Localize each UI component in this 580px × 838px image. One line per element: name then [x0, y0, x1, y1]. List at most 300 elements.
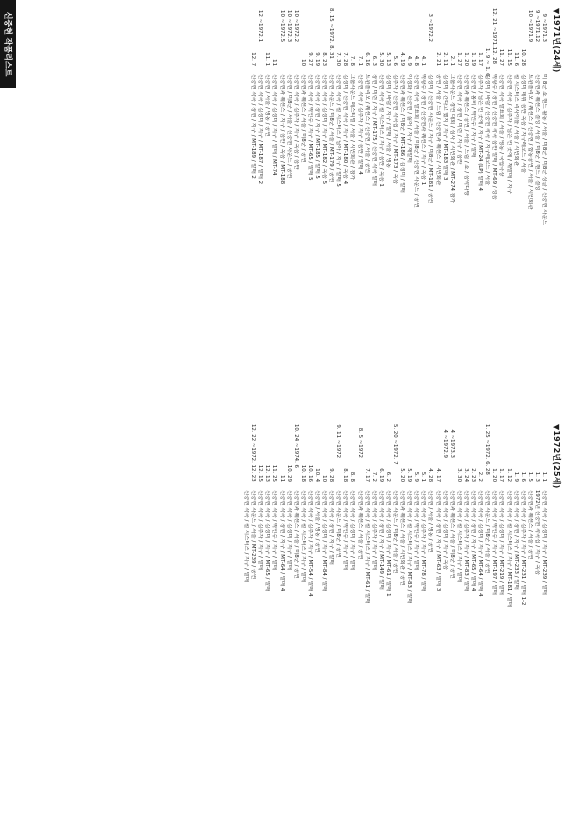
- entry-date: 1. 25 ~1972. 6. 28: [484, 424, 491, 475]
- entry-row: [504, 8, 511, 408]
- entry-text: 신중현 작곡 / 장현 / 지구 / MT-189 / 발매 2: [250, 74, 257, 179]
- entry-text: 신중현 작곡 / 김정미 / 지구 / MT-65 / 발매: [264, 490, 271, 592]
- entry-date: [370, 8, 377, 48]
- entry-text: 장현 / 미련 / 지구 / MT-175 / 신중현 작곡 발매: [370, 74, 377, 186]
- entry-day: 1. 12: [505, 468, 512, 482]
- entry-day: 1. 5: [526, 471, 533, 482]
- entry-date: [412, 8, 419, 48]
- entry-day: 7. 17: [363, 468, 370, 482]
- entry-day: 12. 13: [264, 464, 271, 482]
- entry-row: [434, 8, 441, 408]
- entry-date: [313, 8, 320, 48]
- entry-text: 신중현 작곡 / 장현 / 지구 / MT-65 / 발매 4: [470, 490, 477, 592]
- entry-day: 4. 17: [434, 468, 441, 482]
- entry-row: [398, 424, 405, 824]
- entry-text: 신중현 작곡 / 김정미 / 지구 / 녹음: [441, 490, 448, 570]
- entry-day: 6. 16: [363, 52, 370, 66]
- page-tab-label: 신중현 작품리스트: [3, 11, 13, 77]
- entry-date: [419, 8, 426, 48]
- entry-day: 7. 1: [356, 55, 363, 66]
- entry-day: 2. 21: [434, 52, 441, 66]
- entry-text: 그룹사운드 경연 대회 / 심사 / 시민회관 / MT-274 참가: [448, 74, 455, 204]
- entry-day: [334, 464, 341, 490]
- entry-row: [426, 8, 433, 408]
- entry-date: [363, 424, 370, 464]
- entry-date: 10 ~1971.9: [526, 10, 533, 42]
- entry-day: 5. 20: [399, 468, 406, 482]
- entry-row: [341, 8, 348, 408]
- entry-text: 박광수 / 장현 / 신중현 작곡 음반 발매 / MT-69 / 성음: [491, 74, 498, 200]
- entry-date: [469, 8, 476, 48]
- entry-date: [497, 424, 504, 464]
- entry-text: 신중현 작곡 / 펄 시스터즈 / 지구 / MT-181 / 발매: [505, 490, 512, 607]
- entry-row: [327, 424, 334, 824]
- entry-date: [299, 8, 306, 48]
- entry-day: 4. 8: [413, 55, 420, 66]
- entry-day: 10: [321, 475, 328, 482]
- entry-row: [277, 424, 284, 824]
- entry-day: 9. 27: [306, 52, 313, 66]
- entry-row: [249, 8, 256, 408]
- year-section-1971: [0, 8, 580, 408]
- entry-day: 1. 3: [533, 471, 540, 482]
- entry-row: [434, 424, 441, 824]
- entry-day: 12. 7: [250, 52, 257, 66]
- entry-row: [355, 424, 362, 824]
- entry-date: [263, 8, 270, 48]
- entry-day: 6. 2: [384, 471, 391, 482]
- entry-row: [412, 8, 419, 408]
- entry-date: 9. 11 ~1972: [335, 424, 342, 458]
- entry-date: [504, 8, 511, 48]
- entry-day: 1. 20: [491, 468, 498, 482]
- entry-date: [363, 8, 370, 48]
- entry-date: 12. 22 ~1972. 12. 23: [250, 424, 257, 482]
- entry-row: [327, 8, 334, 408]
- entry-text: 김정미 / 신중현 작곡 / 지구 / MT-180 / 녹음 4: [342, 74, 349, 185]
- entry-day: 2. 2: [477, 471, 484, 482]
- entry-date: [348, 8, 355, 48]
- entry-day: 4. 9: [406, 55, 413, 66]
- entry-date: [256, 424, 263, 464]
- entry-date: [419, 424, 426, 464]
- entry-text: 신중현 작곡 / 박인수 / 지구 / 발매: [342, 490, 349, 570]
- entry-date: [434, 424, 441, 464]
- entry-date: 10 ~1972.5: [278, 10, 285, 42]
- entry-row: [299, 8, 306, 408]
- entry-text: 신중현 작곡 / 박인수 / 지구 / 발매: [271, 490, 278, 570]
- entry-row: [497, 8, 504, 408]
- entry-day: 5. 1: [420, 471, 427, 482]
- entry-row: [448, 8, 455, 408]
- entry-day: [292, 464, 299, 490]
- entry-text: 신중현 작곡 / 박인수 / 지구 / MT-65 / 발매 5: [306, 74, 313, 181]
- entry-day: 11. 1: [264, 52, 271, 66]
- entry-day: 4. 1: [420, 55, 427, 66]
- entry-row: [242, 424, 249, 824]
- entry-text: 신중현 작곡 / 김정미 / 지구 / 발매 / MT-74: [271, 74, 278, 176]
- entry-day: 6. 19: [377, 468, 384, 482]
- entry-row: [377, 424, 384, 824]
- entry-day: 11. 15: [505, 48, 512, 66]
- entry-date: 8. 15 ~1972. 8. 31: [328, 8, 335, 59]
- entry-row: [355, 8, 362, 408]
- entry-date: [320, 8, 327, 48]
- entry-day: 7. 30: [335, 52, 342, 66]
- entry-text: 신중현 작곡 / 김추자 / 지구 / 녹음 / 음반: [292, 74, 299, 170]
- entry-row: [426, 424, 433, 824]
- entry-row: [384, 8, 391, 408]
- entry-date: [398, 8, 405, 48]
- entry-date: [285, 424, 292, 464]
- entry-row: [455, 424, 462, 824]
- entry-text: 신중현 작곡 / 장현 / 지구 / MT-149 / 발매: [377, 490, 384, 590]
- entry-row: [299, 424, 306, 824]
- entry-date: [263, 424, 270, 464]
- entry-text: 김정미 / 바람 / 지구 / 발매 / 서울 / 명동: [384, 74, 391, 168]
- entry-row: [483, 424, 490, 824]
- entry-text: 신중현 작곡 / 김추자 / 지구 / 발매: [370, 490, 377, 570]
- entry-text: 신중현 작곡 / 박인수 / 지구 / 발매: [413, 490, 420, 570]
- entry-row: [462, 8, 469, 408]
- entry-day: 8. 8: [349, 471, 356, 482]
- entry-day: 5. 19: [406, 468, 413, 482]
- entry-row: [533, 8, 540, 408]
- entry-day: 11. 6: [512, 52, 519, 66]
- entry-text: 신중현 작곡 / 펄 시스터즈 / 지구 / MT-83 / 발매: [406, 490, 413, 604]
- entry-row: [476, 8, 483, 408]
- entry-row: [370, 424, 377, 824]
- entry-text: 신중현 / 서울 / 명동 / 공연: [314, 490, 320, 553]
- entry-date: [249, 8, 256, 48]
- entry-text: 신중현 작곡 / 김정미 / 지구 / MT-219 / 발매: [498, 490, 505, 595]
- entry-day: [327, 48, 334, 74]
- entry-date: [504, 424, 511, 464]
- entry-day: 12. 15: [257, 464, 264, 482]
- entry-row: [292, 8, 299, 408]
- entry-row: [419, 8, 426, 408]
- entry-day: 3. 30: [455, 468, 462, 482]
- entry-date: [462, 8, 469, 48]
- entry-day: 11: [278, 475, 285, 482]
- entry-row: [490, 8, 497, 408]
- entry-day: 10. 29: [285, 464, 292, 482]
- entry-day: 9. 19: [314, 52, 320, 66]
- entry-date: 10. 24 ~1974. 6: [292, 424, 299, 468]
- entry-row: [504, 424, 511, 824]
- entry-row: [384, 424, 391, 824]
- entry-text: 신중현 작곡 / 펄 시스터즈 / 지구 / 발매: [299, 490, 306, 583]
- entry-text: 김정미 / 신중현 사운드 / 지구 / 미8군 / MT-181 / 공연: [427, 74, 434, 204]
- entry-day: [526, 48, 533, 74]
- entry-text: 신중현 작곡 / 김정미 / 지구 / MT-84 / 발매: [321, 490, 328, 592]
- entry-date: [398, 424, 405, 464]
- entry-row: [448, 424, 455, 824]
- entry-text: 김정미 / 간다고 했지 / 지구 / MT-183 발매 3: [441, 74, 448, 181]
- entry-date: [455, 8, 462, 48]
- entry-day: 5. 9: [413, 471, 420, 482]
- entry-day: 2. 23: [470, 468, 477, 482]
- entry-text: 신중현 사운드 / 미8군 / 서울 / 공연: [392, 490, 399, 574]
- entry-date: [434, 8, 441, 48]
- entry-date: 10 ~1972.3: [285, 10, 292, 42]
- entry-date: [483, 8, 490, 48]
- entry-date: [306, 424, 313, 464]
- entry-text: 신중현 작곡 / 김정미 / 지구 / 발매: [349, 490, 356, 570]
- entry-day: 7. 28: [342, 52, 349, 66]
- entry-row: [334, 8, 341, 408]
- entry-text: 신중현 작곡 / 김추자 / 지구 / 음반 / 발매 4: [356, 74, 363, 175]
- entry-text: 신중현 작곡 발표회 / 서울 / 미8군 / 신중현 사운드 / 공연: [413, 74, 420, 208]
- entry-row: [398, 8, 405, 408]
- entry-day: 2. 1: [448, 55, 455, 66]
- entry-date: [519, 8, 526, 48]
- entry-text: 신중현 작곡 / 김정미 / 지구 / MT-239 / 발매: [541, 490, 547, 595]
- entry-text: 신중현과 퀘션스 / 서울 / 공연: [356, 490, 363, 560]
- entry-date: [512, 8, 519, 48]
- entry-text: 신중현과 퀘션스 / 공연 / 서울 / 드림 / 쇼 / 음악다방: [462, 74, 469, 196]
- entry-date: [462, 424, 469, 464]
- entry-row: [270, 8, 277, 408]
- entry-row: [462, 424, 469, 824]
- entry-text: 신중현 작곡 / 김정미 / 지구 / MT-182 / 녹음 5: [321, 74, 328, 185]
- entry-row: [348, 8, 355, 408]
- entry-text: 신중현 작곡 / 김추자 / 님은 먼 곳에 / 재발매 / 지구: [505, 74, 512, 194]
- entry-day: [540, 48, 547, 74]
- entry-row: [313, 424, 320, 824]
- entry-text: 1972년 신중현 작곡집 / 지구 / 녹음: [533, 490, 540, 575]
- entry-text: 신중현과 퀘션스 결성 / 서울 / 미8군 / 밴드 / 결성: [533, 74, 540, 191]
- entry-row: [285, 424, 292, 824]
- entry-date: [441, 8, 448, 48]
- entry-date: [270, 424, 277, 464]
- entry-date: 10 ~1972.2: [292, 10, 299, 42]
- entry-text: 신중현 작곡 / 장현 / 지구 / MT-63 / 발매 3: [434, 490, 441, 592]
- entry-day: 11. 25: [271, 464, 278, 482]
- entry-date: [384, 8, 391, 48]
- entry-date: [377, 424, 384, 464]
- entry-date: [306, 8, 313, 48]
- entry-text: 김정미 / 바람 / 신중현 작곡 / 지구레코드 / 서울: [484, 74, 491, 186]
- entry-row: [263, 8, 270, 408]
- entry-row: [377, 8, 384, 408]
- entry-text: 김정미 데뷔 음반 녹음 / 지구레코드 / 서울: [519, 74, 526, 173]
- entry-day: 10. 4: [314, 468, 320, 482]
- entry-text: 신중현 작곡 / 김추자 / 지구 / MT-78 / 발매: [420, 490, 427, 592]
- entry-text: 신중현 작곡 / 김추자 / 지구 / MT-231 / 발매 1-2: [519, 490, 526, 606]
- entry-row: [519, 424, 526, 824]
- entry-date: [299, 424, 306, 464]
- entry-day: [277, 48, 284, 74]
- entry-text: 미 8군 쇼 밴드 활동 / 서울 / 미8군 / 미8군 싱글 / 신중현 사운드: [541, 74, 547, 225]
- entry-text: 신중현과 퀘션스 / 지구 / 음반 / 녹음 / MT-188: [278, 74, 285, 185]
- entry-date: [355, 8, 362, 48]
- entry-row: [512, 424, 519, 824]
- entry-row: [256, 424, 263, 824]
- entry-day: [426, 48, 433, 74]
- entry-day: 1. 1: [541, 471, 547, 482]
- entry-date: 8. 5 ~1972: [356, 427, 363, 458]
- entry-text: 신중현과 퀘션스 / 서울 / 미8군 / 공연: [299, 74, 306, 163]
- entry-day: [355, 464, 362, 490]
- entry-date: [348, 424, 355, 464]
- entry-text: 신중현 작곡 / 김추자 / 지구 / MT-83 / 발매: [462, 490, 469, 592]
- entry-date: [455, 424, 462, 464]
- entry-text: 신중현 / 서울 / 명동 / 공연: [427, 490, 434, 553]
- entry-row: [455, 8, 462, 408]
- entry-text: 신중현과 퀘션스 / 서울 / 미8군 / 공연: [448, 490, 455, 579]
- entry-text: 신중현 작곡 / 김정미 / 지구 / 발매: [285, 490, 292, 570]
- entry-day: 5. 6: [392, 55, 399, 66]
- entry-date: [341, 424, 348, 464]
- entry-day: [448, 464, 455, 490]
- entry-row: [497, 424, 504, 824]
- entry-text: 신중현 작곡 / 펄 시스터즈 / 님아 / 지구 / 발매 5: [335, 74, 342, 187]
- entry-day: 5. 30: [377, 52, 384, 66]
- entry-text: 그룹사운드 페스티벌 / 서울 / 시민회관 / 참가: [349, 74, 356, 180]
- entry-day: 1. 9 ~ 1. 6: [484, 48, 491, 77]
- entry-day: [242, 464, 249, 490]
- entry-text: 신중현 작곡 / 펄 시스터즈 / 지구 / 발매: [455, 490, 462, 583]
- entry-date: 5. 20 ~1972. 7: [392, 424, 399, 465]
- entry-text: 신중현 작곡 / 박인수 / 지구 / MT-197 / 발매: [491, 490, 498, 595]
- entry-text: 신중현 / 미8군 / 서울 / 신중현 사운드 / 공연: [285, 74, 292, 179]
- entry-date: [519, 424, 526, 464]
- entry-text: 신중현 작곡 / 김추자 / 지구 / MT-54 / 발매 4: [306, 490, 313, 597]
- entry-row: [405, 424, 412, 824]
- entry-date: [526, 424, 533, 464]
- entry-day: [249, 464, 256, 490]
- entry-date: 3 ~1972.2: [427, 13, 434, 42]
- entry-day: 4. 28: [427, 468, 434, 482]
- entry-text: 신중현 작곡 / 장현 / 지구 / MT-64 / 발매 4: [278, 490, 285, 592]
- entry-day: 10. 16: [306, 464, 313, 482]
- entry-row: [540, 424, 547, 824]
- entry-day: 2. 11: [441, 52, 448, 66]
- year-heading: ▼1972년(25세): [552, 424, 561, 489]
- entry-day: 10: [299, 59, 306, 66]
- entry-row: [320, 8, 327, 408]
- entry-day: 1. 19: [470, 52, 477, 66]
- entry-date: [341, 8, 348, 48]
- entry-date: [327, 424, 334, 464]
- entry-date: 12. 21 ~1971.12. 28: [491, 8, 498, 64]
- entry-list: [242, 424, 547, 824]
- entry-date: [334, 8, 341, 48]
- entry-row: [363, 8, 370, 408]
- entry-day: 11. 27: [498, 48, 505, 66]
- entry-date: [377, 8, 384, 48]
- entry-row: [277, 8, 284, 408]
- entry-row: [512, 8, 519, 408]
- entry-text: 이정화 / 신중현 / 싫어 / 지구 / 재발매: [406, 74, 413, 163]
- entry-date: 9 ~1971.12: [533, 10, 540, 42]
- entry-day: [441, 464, 448, 490]
- entry-date: 12 ~1972.1: [257, 10, 264, 42]
- entry-date: [313, 424, 320, 464]
- entry-date: [533, 424, 540, 464]
- entry-day: [292, 48, 299, 74]
- entry-row: [476, 424, 483, 824]
- entry-row: [483, 8, 490, 408]
- entry-row: [526, 424, 533, 824]
- entry-row: [419, 424, 426, 824]
- entry-text: 김추자 / 신중현 작곡집 / 지구 / MT-173 / 녹음: [392, 74, 399, 185]
- entry-row: [270, 424, 277, 824]
- entry-text: 신중현과 퀘션스 / 미8군 / MT-186 / 김정미 / 발매: [399, 74, 406, 193]
- entry-row: [285, 8, 292, 408]
- entry-day: 7. 8: [349, 55, 356, 66]
- entry-row: [412, 424, 419, 824]
- entry-date: [370, 424, 377, 464]
- entry-day: [483, 464, 490, 490]
- entry-date: [497, 8, 504, 48]
- entry-date: [405, 8, 412, 48]
- entry-row: [519, 8, 526, 408]
- entry-row: [263, 424, 270, 824]
- entry-date: [448, 8, 455, 48]
- entry-text: 신중현 작곡 발표회 / 서울 / 명동 / 국립극장: [498, 74, 505, 177]
- entry-date: [391, 8, 398, 48]
- entry-text: 신중현 사운드 / 서울 / MT-239 / 공연: [250, 490, 257, 580]
- entry-row: [526, 8, 533, 408]
- entry-day: 1. 9: [512, 471, 519, 482]
- entry-date: 4 ~1972.9: [441, 429, 448, 458]
- entry-day: 10. 28: [519, 48, 526, 66]
- entry-date: [540, 424, 547, 464]
- entry-row: [320, 424, 327, 824]
- entry-text: 공연 / 서울 / 드림 / 신중현과 퀘션스 / 시민회관: [434, 74, 441, 186]
- entry-row: [292, 424, 299, 824]
- entry-text: 신중현 사운드 / 미8군 / 공연: [335, 490, 342, 558]
- entry-row: [490, 424, 497, 824]
- entry-date: 4 ~1973.3: [448, 429, 455, 458]
- entry-day: 5. 13: [384, 52, 391, 66]
- entry-date: [412, 424, 419, 464]
- entry-day: 1. 17: [498, 468, 505, 482]
- entry-text: 펄 시스터즈 리사이틀 / 서울 / 시민회관: [512, 74, 519, 167]
- entry-day: 3. 24: [462, 468, 469, 482]
- entry-text: 신중현과 퀘션스 / 서울 / 시민회관 / 공연: [399, 490, 406, 586]
- entry-text: 신중현 작곡 / 김정미 / 지구 / MT-187 / 발매 2: [257, 74, 264, 185]
- entry-row: [348, 424, 355, 824]
- entry-day: 7. 2: [370, 471, 377, 482]
- entry-text: 신중현 사운드 / 미8군 / 서울 / MT-179 / 공연: [328, 74, 335, 183]
- entry-row: [256, 8, 263, 408]
- entry-date: [476, 8, 483, 48]
- entry-row: [370, 8, 377, 408]
- year-heading: ▼1971년(24세): [552, 8, 561, 73]
- entry-text: 신중현 작곡 / 김정미 / 지구 / MT-64 / 발매 4: [477, 490, 484, 597]
- entry-day: 1. 27: [455, 52, 462, 66]
- entry-row: [533, 424, 540, 824]
- entry-row: [469, 8, 476, 408]
- entry-text: 트윈폴리오 / 퀘션스 / 신중현 / 서울 / 공연: [363, 74, 370, 174]
- entry-day: [391, 464, 398, 490]
- entry-text: 신중현 작곡 / 장현 / 지구 / MT-185 / 발매 5: [314, 74, 320, 179]
- entry-date: [490, 424, 497, 464]
- entry-day: 1. 20: [462, 52, 469, 66]
- entry-row: [405, 8, 412, 408]
- entry-day: 4. 19: [399, 52, 406, 66]
- entry-day: 8. 18: [342, 468, 349, 482]
- entry-text: 신중현 작곡 / 펄 시스터즈 / 지구 / 음반 / 녹음 1: [377, 74, 384, 187]
- entry-date: [242, 424, 249, 464]
- entry-row: [313, 8, 320, 408]
- entry-date: [270, 8, 277, 48]
- entry-day: 9. 28: [328, 468, 335, 482]
- entry-row: [441, 424, 448, 824]
